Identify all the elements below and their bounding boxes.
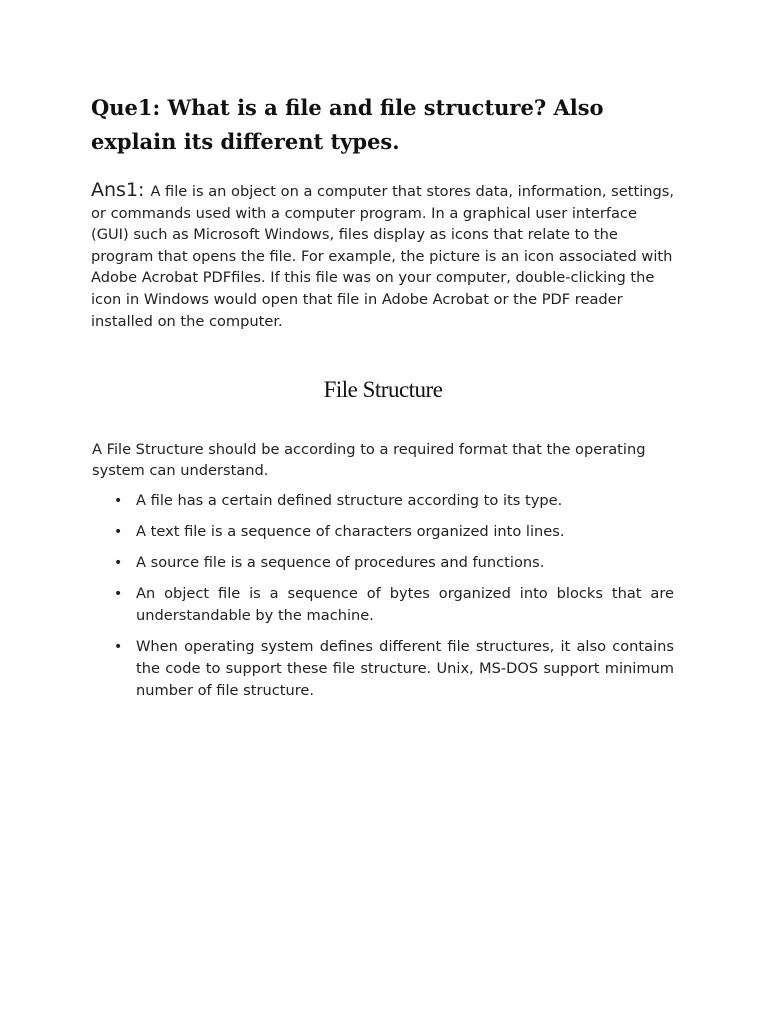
answer-label: Ans1: (91, 179, 145, 201)
question-heading: Que1: What is a file and file structure? Also explain its different types. (91, 95, 604, 154)
file-structure-list (92, 490, 674, 711)
list-item (92, 636, 674, 702)
list-item (92, 552, 674, 574)
bullet-icon: • (114, 586, 123, 602)
list-item (92, 521, 674, 543)
list-item-text: A source file is a sequence of procedures and functions. (136, 554, 545, 571)
list-item-text: An object file is a sequence of bytes organized into blocks that are understandable by the machine. (136, 585, 674, 624)
answer-text: A file is an object on a computer that stores data, information, settings, or commands used with a computer program. In a graphical user interface (GUI) such as Microsoft Windows, files display as icons that relate to the program that opens the file. For example, the picture is an icon associated with Adobe Acrobat PDFfiles. If this file was on your computer, double-clicking the icon in Windows would open that file in Adobe Acrobat or the PDF reader installed on the computer. (91, 183, 675, 330)
answer-paragraph (91, 180, 676, 332)
list-item (92, 490, 674, 512)
list-item-text: A file has a certain defined structure according to its type. (136, 492, 563, 509)
file-structure-intro: A File Structure should be according to a required format that the operating system can understand. (92, 441, 646, 479)
list-item-text: When operating system defines different file structures, it also contains the code to support these file structure. Unix, MS-DOS support minimum number of file structure. (136, 638, 674, 699)
bullet-icon: • (114, 524, 123, 540)
list-item (92, 583, 674, 627)
bullet-icon: • (114, 555, 123, 571)
bullet-icon: • (114, 639, 123, 655)
list-item-text: A text file is a sequence of characters organized into lines. (136, 523, 565, 540)
bullet-icon: • (114, 493, 123, 509)
file-structure-heading: File Structure (323, 377, 443, 402)
